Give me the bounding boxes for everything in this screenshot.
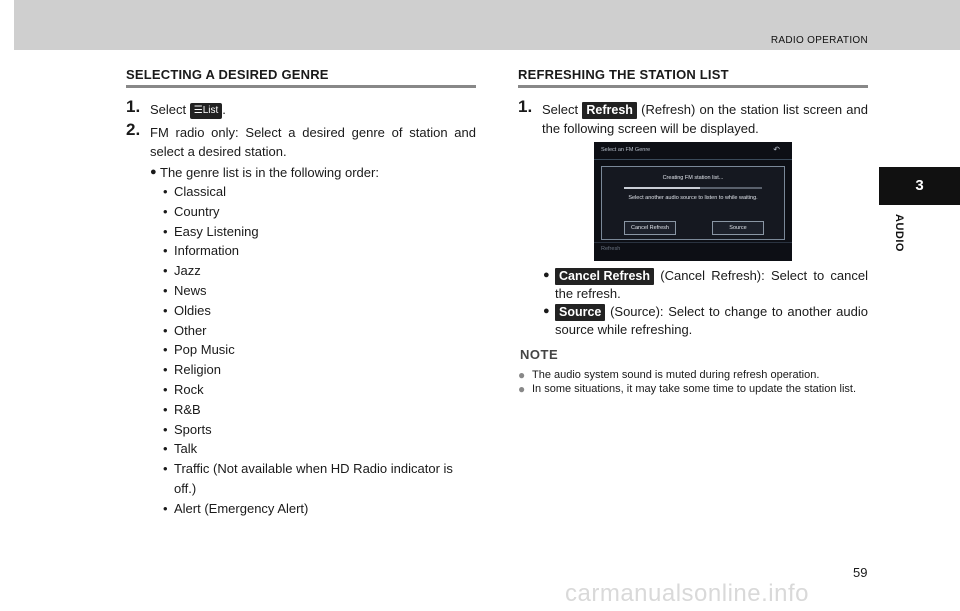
dialog-message: Select another audio source to listen to while waiting. xyxy=(628,195,758,201)
list-button-label: List xyxy=(202,104,219,116)
watermark: carmanualsonline.info xyxy=(565,580,809,607)
step-text: Select xyxy=(542,102,579,117)
genre-item: • Traffic (Not available when HD Radio indicator is off.) xyxy=(163,461,453,496)
genre-order-note xyxy=(126,163,476,182)
running-header: RADIO OPERATION xyxy=(770,35,868,46)
genre-item: • Oldies xyxy=(163,302,211,318)
genre-item: • Easy Listening xyxy=(163,223,259,239)
step-number: 1. xyxy=(518,97,533,116)
chapter-tab: 3 xyxy=(879,167,960,205)
genre-item: • News xyxy=(163,282,207,298)
refresh-label[interactable]: Refresh xyxy=(601,246,621,252)
bullet-source xyxy=(543,303,868,338)
right-column xyxy=(518,60,868,138)
note-bullet-icon: ● xyxy=(518,368,526,382)
step-number: 2. xyxy=(126,120,141,139)
refresh-dialog xyxy=(601,166,785,240)
bullet-dot: ● xyxy=(543,269,550,281)
section-title-refresh: REFRESHING THE STATION LIST xyxy=(518,67,868,88)
step-number: 1. xyxy=(126,97,141,116)
genre-item: • Religion xyxy=(163,362,221,378)
genre-item: • Other xyxy=(163,322,207,338)
screen-title: Select an FM Genre xyxy=(601,147,651,153)
note-title: NOTE xyxy=(520,347,559,362)
bullet-dot: ● xyxy=(150,166,157,178)
genre-item: • Talk xyxy=(163,441,198,457)
back-icon[interactable]: ↶ xyxy=(773,145,780,154)
note-text: The genre list is in the following order: xyxy=(160,165,379,180)
screen-divider xyxy=(594,159,792,160)
genre-item: • Classical xyxy=(163,184,227,199)
genre-item: • Country xyxy=(163,203,220,219)
cancel-refresh-button-image: Cancel Refresh xyxy=(555,268,654,285)
source-button[interactable]: Source xyxy=(712,221,764,235)
bullet-dot: ● xyxy=(543,305,550,317)
step-2 xyxy=(126,120,476,161)
note-bullet-icon: ● xyxy=(518,382,526,396)
note-text: In some situations, it may take some time to update the station list. xyxy=(532,383,857,395)
genre-item: • R&B xyxy=(163,401,201,417)
note-text: The audio system sound is muted during refresh operation. xyxy=(532,369,820,381)
page-number: 59 xyxy=(853,565,868,580)
creating-text: Creating FM station list... xyxy=(662,175,724,181)
genre-item: • Rock xyxy=(163,381,204,397)
chapter-label: AUDIO xyxy=(893,214,905,252)
step-1 xyxy=(126,97,476,119)
step-text: FM radio only: Select a desired genre of station and select a desired station. xyxy=(150,125,476,159)
screen-divider-bottom xyxy=(594,242,792,243)
cancel-refresh-button[interactable]: Cancel Refresh xyxy=(624,221,676,235)
list-icon: ☰ xyxy=(193,104,203,116)
note-item xyxy=(518,383,868,397)
list-button-image xyxy=(190,103,223,119)
step-text-end: . xyxy=(222,102,226,117)
source-button-image: Source xyxy=(555,304,605,321)
bullet-cancel-refresh xyxy=(543,267,868,302)
genre-item: • Information xyxy=(163,243,240,259)
genre-list xyxy=(126,182,476,519)
genre-item: • Pop Music xyxy=(163,342,235,358)
bullet-text: (Source): Select to change to another audio source while refreshing. xyxy=(555,304,868,337)
left-column xyxy=(126,60,476,519)
genre-item: • Sports xyxy=(163,421,212,437)
genre-item: • Alert (Emergency Alert) xyxy=(163,500,309,516)
note-item xyxy=(518,369,868,383)
step-1 xyxy=(518,97,868,138)
progress-bar xyxy=(624,187,762,189)
refresh-button-image: Refresh xyxy=(582,102,637,119)
step-text: Select xyxy=(150,102,187,117)
section-title-genre: SELECTING A DESIRED GENRE xyxy=(126,67,476,88)
bullet-text: (Cancel Refresh): Select to cancel the refresh. xyxy=(555,268,868,301)
genre-item: • Jazz xyxy=(163,263,201,279)
screen-illustration xyxy=(594,142,792,261)
step-text-end: (Refresh) on the station list screen and the following screen will be displayed. xyxy=(542,102,868,136)
progress-fill xyxy=(624,187,700,189)
